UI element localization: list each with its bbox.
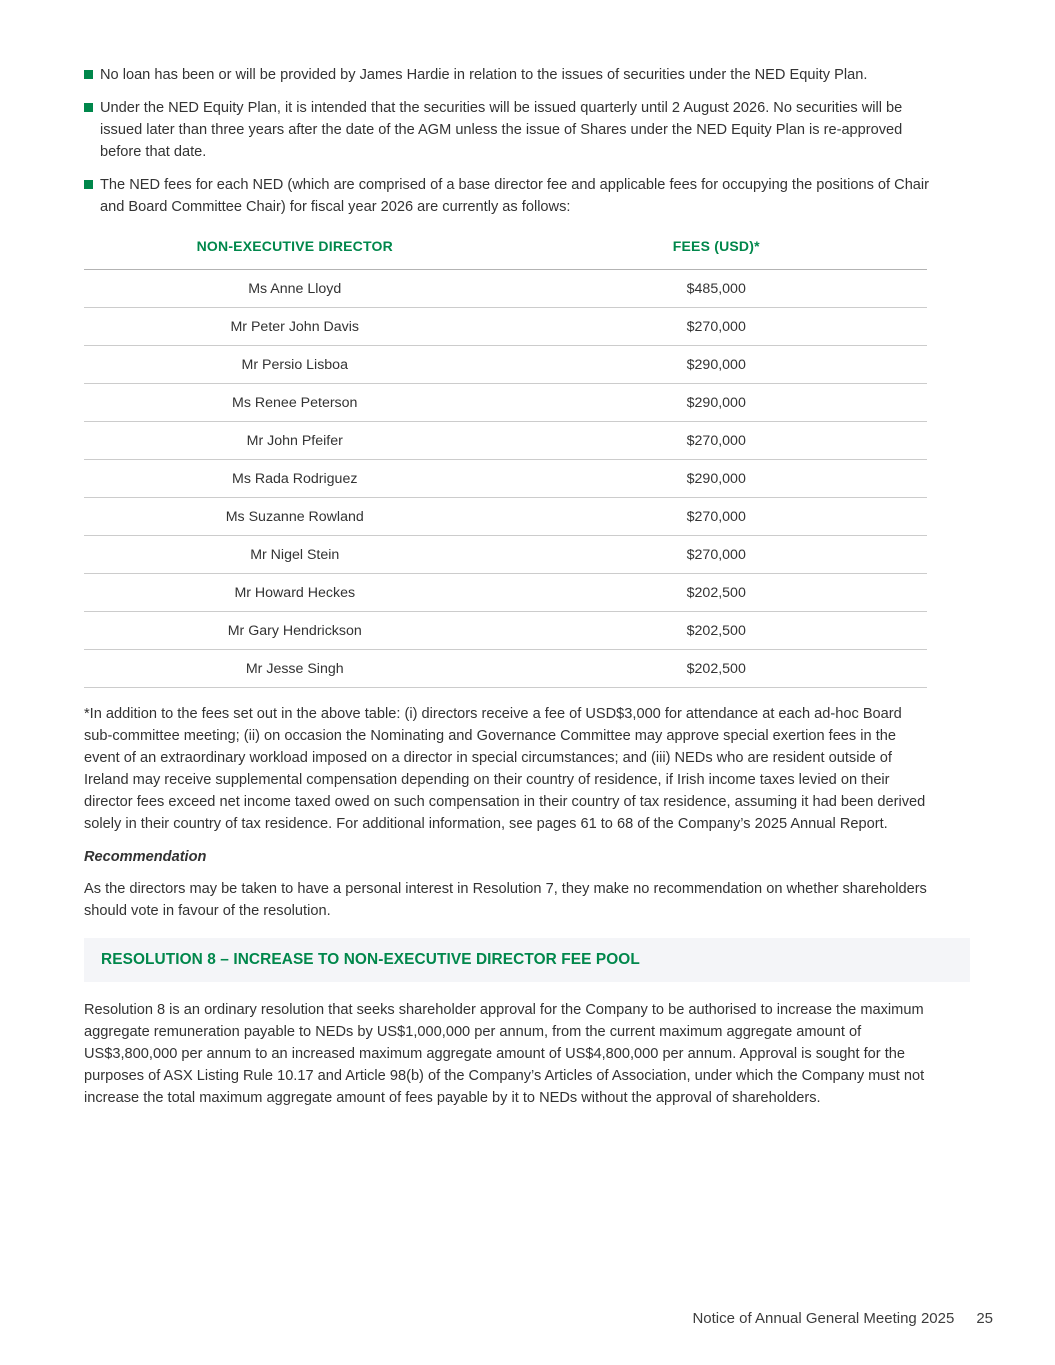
director-name: Mr Howard Heckes <box>234 584 356 601</box>
table-row <box>84 536 927 574</box>
bullet-text: Under the NED Equity Plan, it is intended that the securities will be issued quarterly until 2 August 2026. No securities will be issued later than three years after the date of the AGM unless the issue of Shares under the NED Equity Plan is re-approved before that date. <box>100 100 903 160</box>
table-row <box>84 612 927 650</box>
resolution8-body: Resolution 8 is an ordinary resolution that seeks shareholder approval for the Company to be authorised to increase the maximum aggregate remuneration payable to NEDs by US$1,000,000 per annum, from the current maximum aggregate amount of US$3,800,000 per annum to an increased maximum aggregate amount of US$4,800,000 per annum. Approval is sought for the purposes of ASX Listing Rule 10.17 and Article 98(b) of the Company’s Articles of Association, under which the Company must not increase the total maximum aggregate amount of fees payable by it to NEDs without the approval of shareholders. <box>84 1002 925 1106</box>
table-row <box>84 498 927 536</box>
table-row <box>84 650 927 688</box>
table-row <box>84 574 927 612</box>
table-row <box>84 270 927 308</box>
director-fee: $290,000 <box>686 356 746 373</box>
table-footnote: *In addition to the fees set out in the above table: (i) directors receive a fee of USD$3,000 for attendance at each ad-hoc Board sub-committee meeting; (ii) on occasion the Nominating and Governance Committee may approve special exertion fees in the event of an extraordinary workload imposed on a director in special circumstances; and (iii) NEDs who are resident outside of Ireland may receive supplemental compensation depending on their country of residence, if Irish income taxes levied on their director fees exceed net income taxed owed on such compensation in their country of tax residence, assuming it had been derived solely in their country of tax residence. For additional information, see pages 61 to 68 of the Company’s 2025 Annual Report. <box>84 706 926 832</box>
resolution8-banner <box>84 938 970 982</box>
bullet-item <box>84 174 930 218</box>
bullet-square-icon <box>84 70 93 79</box>
column-header-director: NON-EXECUTIVE DIRECTOR <box>196 238 393 254</box>
bullet-text: No loan has been or will be provided by James Hardie in relation to the issues of securities under the NED Equity Plan. <box>100 67 868 83</box>
page-footer <box>692 1310 993 1327</box>
director-name: Ms Rada Rodriguez <box>232 470 358 487</box>
director-name: Ms Renee Peterson <box>232 394 358 411</box>
director-fee: $290,000 <box>686 394 746 411</box>
table-row <box>84 308 927 346</box>
bullet-item <box>84 97 930 163</box>
table-row <box>84 346 927 384</box>
director-fee: $270,000 <box>686 546 746 563</box>
director-name: Mr Jesse Singh <box>245 660 344 677</box>
table-header-row <box>84 231 927 270</box>
director-name: Mr Nigel Stein <box>250 546 340 563</box>
table-row <box>84 460 927 498</box>
column-header-fees: FEES (USD)* <box>672 238 760 254</box>
resolution8-heading: RESOLUTION 8 – INCREASE TO NON-EXECUTIVE DIRECTOR FEE POOL <box>101 951 640 968</box>
table-row <box>84 422 927 460</box>
director-fee: $485,000 <box>686 280 746 297</box>
director-fee: $290,000 <box>686 470 746 487</box>
bullet-square-icon <box>84 180 93 189</box>
director-fee: $270,000 <box>686 508 746 525</box>
page-content <box>84 64 930 1109</box>
director-fee: $202,500 <box>686 622 746 639</box>
director-name: Mr Gary Hendrickson <box>227 622 362 639</box>
director-name: Mr Persio Lisboa <box>241 356 348 373</box>
table-row <box>84 384 927 422</box>
director-fee: $202,500 <box>686 584 746 601</box>
director-name: Ms Suzanne Rowland <box>225 508 364 525</box>
ned-fees-table <box>84 231 927 688</box>
page-number: 25 <box>976 1310 993 1327</box>
bullet-square-icon <box>84 103 93 112</box>
recommendation-heading: Recommendation <box>84 849 207 865</box>
director-name: Mr John Pfeifer <box>246 432 343 449</box>
footer-title: Notice of Annual General Meeting 2025 <box>692 1310 955 1327</box>
director-fee: $202,500 <box>686 660 746 677</box>
director-name: Ms Anne Lloyd <box>248 280 342 297</box>
director-fee: $270,000 <box>686 432 746 449</box>
director-name: Mr Peter John Davis <box>230 318 360 335</box>
director-fee: $270,000 <box>686 318 746 335</box>
bullet-item <box>84 64 930 86</box>
recommendation-body: As the directors may be taken to have a personal interest in Resolution 7, they make no recommendation on whether shareholders should vote in favour of the resolution. <box>84 881 927 919</box>
bullet-text: The NED fees for each NED (which are comprised of a base director fee and applicable fees for occupying the positions of Chair and Board Committee Chair) for fiscal year 2026 are currently as follows: <box>100 177 930 215</box>
